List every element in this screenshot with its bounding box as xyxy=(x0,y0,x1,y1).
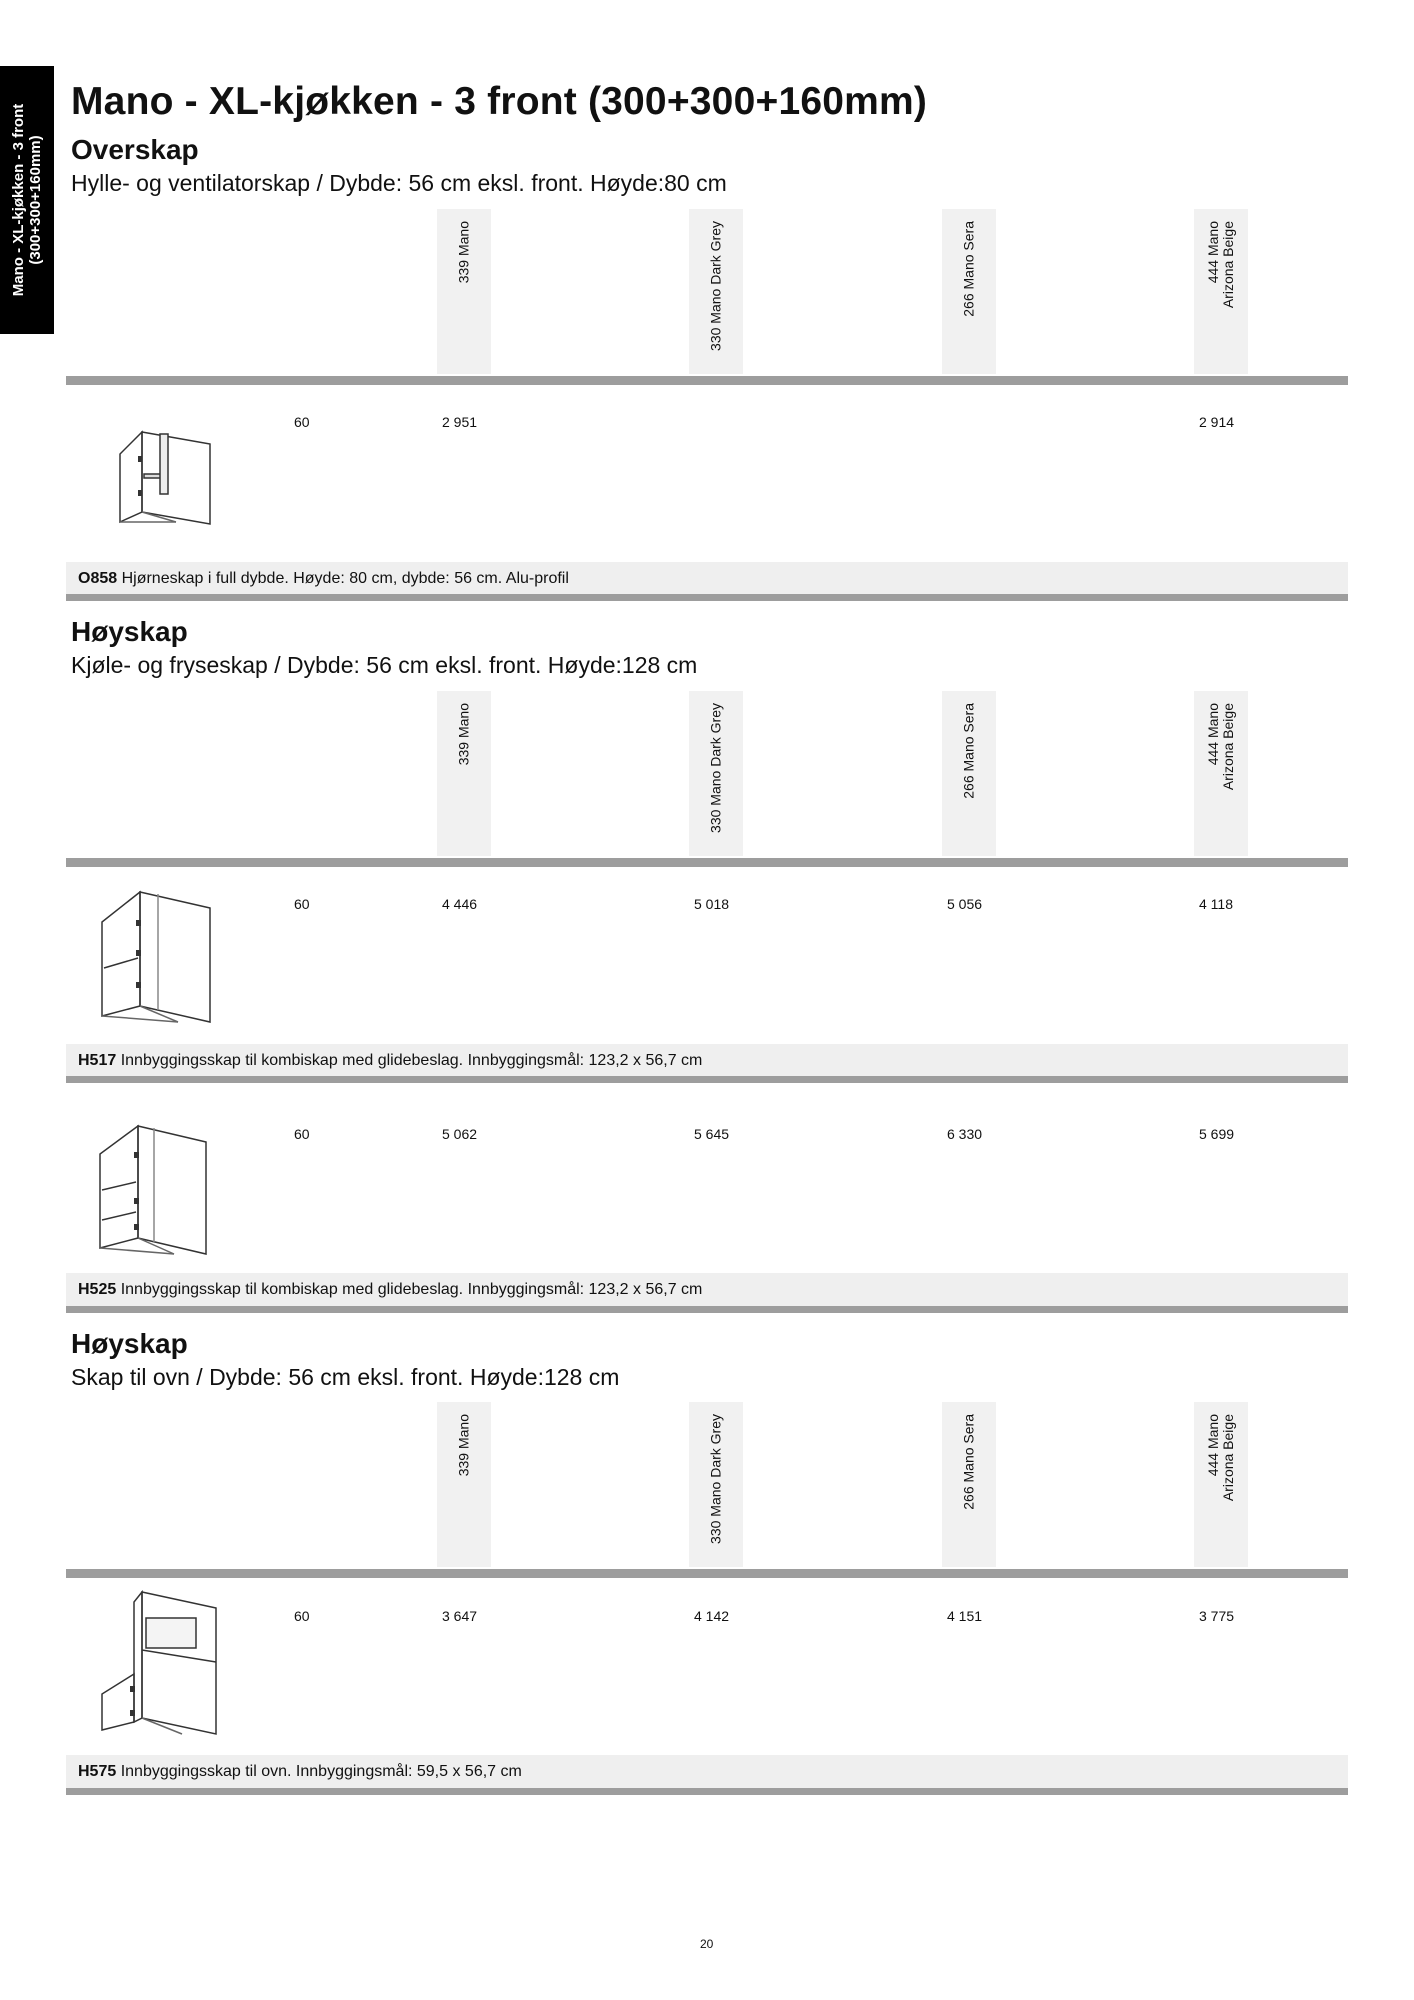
product-divider xyxy=(66,594,1348,601)
column-header: 330 Mano Dark Grey xyxy=(689,1402,743,1567)
product-description: O858 Hjørneskap i full dybde. Høyde: 80 cm, dybde: 56 cm. Alu-profil xyxy=(66,562,1348,596)
price-cell: 4 446 xyxy=(442,896,478,912)
product-divider xyxy=(66,1788,1348,1795)
price-cell: 5 056 xyxy=(947,896,983,912)
price-cell: 2 914 xyxy=(1199,414,1235,430)
section-subtitle: Hylle- og ventilatorskap / Dybde: 56 cm eksl. front. Høyde:80 cm xyxy=(71,170,727,196)
price-cell: 3 775 xyxy=(1199,1608,1235,1624)
page-title: Mano - XL-kjøkken - 3 front (300+300+160mm) xyxy=(71,80,928,123)
price-cell: 3 647 xyxy=(442,1608,478,1624)
width-value: 60 xyxy=(294,414,310,430)
price-cell: 4 118 xyxy=(1199,896,1233,912)
column-header: 339 Mano xyxy=(437,1402,491,1567)
oven-cabinet-icon xyxy=(98,1590,220,1736)
price-cell: 6 330 xyxy=(947,1126,983,1142)
product-code: O858 xyxy=(78,570,118,587)
width-value: 60 xyxy=(294,1126,310,1142)
column-header: 266 Mano Sera xyxy=(942,691,996,856)
page-number: 20 xyxy=(700,1937,714,1951)
header-divider xyxy=(66,376,1348,385)
price-cell: 5 699 xyxy=(1199,1126,1235,1142)
column-header: 339 Mano xyxy=(437,209,491,374)
price-cell: 2 951 xyxy=(442,414,478,430)
section-title: Høyskap xyxy=(71,1328,188,1359)
header-divider xyxy=(66,1569,1348,1578)
column-header: 330 Mano Dark Grey xyxy=(689,209,743,374)
section-subtitle: Kjøle- og fryseskap / Dybde: 56 cm eksl. front. Høyde:128 cm xyxy=(71,652,698,678)
column-header: 266 Mano Sera xyxy=(942,1402,996,1567)
product-code: H575 xyxy=(78,1763,117,1780)
product-divider xyxy=(66,1306,1348,1313)
product-code: H525 xyxy=(78,1281,117,1298)
fridge-cabinet-icon xyxy=(96,1124,210,1258)
column-header: 266 Mano Sera xyxy=(942,209,996,374)
side-tab xyxy=(0,66,54,334)
price-cell: 5 645 xyxy=(694,1126,730,1142)
product-description: H525 Innbyggingsskap til kombiskap med glidebeslag. Innbyggingsmål: 123,2 x 56,7 cm xyxy=(66,1273,1348,1307)
section-subtitle: Skap til ovn / Dybde: 56 cm eksl. front. Høyde:128 cm xyxy=(71,1364,620,1390)
column-header: 444 Mano Arizona Beige xyxy=(1194,1402,1248,1567)
side-tab-label: Mano - XL-kjøkken - 3 front (300+300+160mm) xyxy=(10,103,44,297)
header-divider xyxy=(66,858,1348,867)
width-value: 60 xyxy=(294,896,310,912)
column-header: 444 Mano Arizona Beige xyxy=(1194,691,1248,856)
product-description: H575 Innbyggingsskap til ovn. Innbyggingsmål: 59,5 x 56,7 cm xyxy=(66,1755,1348,1789)
product-code: H517 xyxy=(78,1052,117,1069)
fridge-cabinet-icon xyxy=(98,890,214,1024)
column-header: 444 Mano Arizona Beige xyxy=(1194,209,1248,374)
column-header: 330 Mano Dark Grey xyxy=(689,691,743,856)
section-title: Høyskap xyxy=(71,616,188,647)
price-cell: 5 018 xyxy=(694,896,730,912)
price-cell: 4 151 xyxy=(947,1608,983,1624)
product-description: H517 Innbyggingsskap til kombiskap med glidebeslag. Innbyggingsmål: 123,2 x 56,7 cm xyxy=(66,1044,1348,1078)
section-title: Overskap xyxy=(71,134,199,165)
product-divider xyxy=(66,1076,1348,1083)
wall-cabinet-icon xyxy=(104,430,216,526)
column-header: 339 Mano xyxy=(437,691,491,856)
price-cell: 5 062 xyxy=(442,1126,478,1142)
width-value: 60 xyxy=(294,1608,310,1624)
price-cell: 4 142 xyxy=(694,1608,730,1624)
